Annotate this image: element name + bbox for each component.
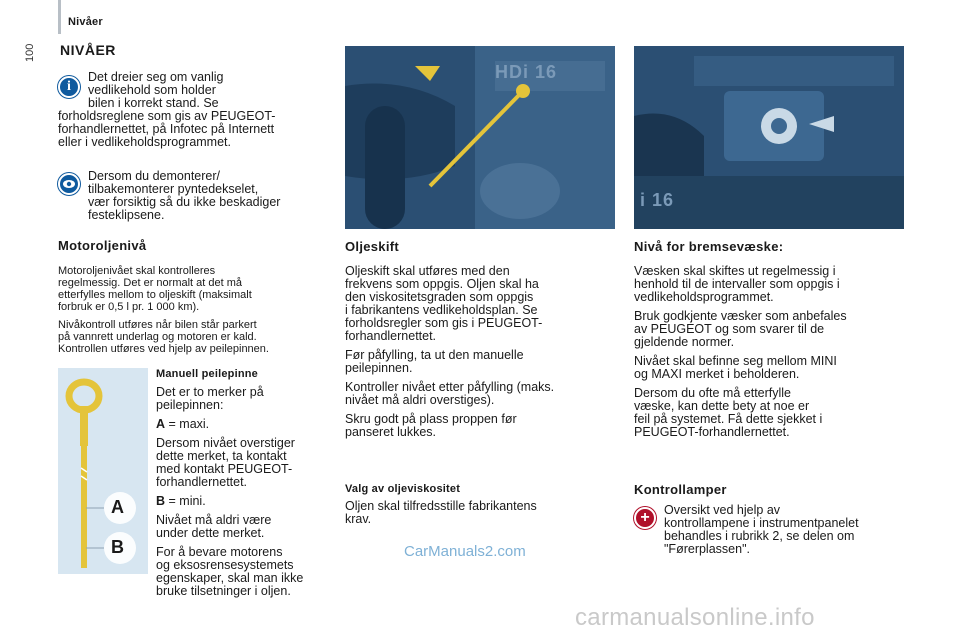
text-line: frekvens som oppgis. Oljen skal ha [345, 277, 539, 291]
warning-lamps-heading: Kontrollamper [634, 482, 727, 497]
main-heading: NIVÅER [60, 42, 116, 58]
eye-text-block [88, 170, 343, 222]
text-line: vedlikehold som holder [88, 83, 216, 97]
text-line: Dersom du demonterer/ [88, 169, 221, 183]
text-line: vedlikeholdsprogrammet. [634, 290, 774, 304]
text-line: forhandlernettet. [156, 475, 248, 489]
text-line: Oljen skal tilfredsstille fabrikantens [345, 499, 537, 513]
text-line: Oversikt ved hjelp av [664, 503, 781, 517]
oil-change-text [345, 265, 615, 439]
text-line: peilepinnen: [156, 398, 224, 412]
text-line: PEUGEOT-forhandlernettet. [634, 425, 790, 439]
engine-photo-oil [345, 46, 615, 229]
watermark-carmanuals2[interactable]: CarManuals2.com [404, 543, 526, 560]
dipstick-graphic [58, 368, 148, 574]
text-line: Skru godt på plass proppen før [345, 412, 517, 426]
text-line: egenskaper, skal man ikke [156, 571, 304, 585]
section-title: Nivåer [68, 16, 103, 28]
oil-change-heading: Oljeskift [345, 239, 399, 254]
text-line: forhandlernettet. [345, 329, 437, 343]
text-line: Nivåkontroll utføres når bilen står parkert [58, 319, 257, 331]
text-line: Dersom nivået overstiger [156, 436, 295, 450]
text-line: Dersom du ofte må etterfylle [634, 386, 792, 400]
text-line: For å bevare motorens [156, 545, 283, 559]
text-line: under dette merket. [156, 526, 265, 540]
mark-a-desc: = maxi. [165, 417, 210, 431]
text-line: Kontroller nivået etter påfylling (maks. [345, 380, 555, 394]
text-line: forholdsreglene som gis av PEUGEOT- [58, 109, 276, 123]
text-line: forholdsregler som gis i PEUGEOT- [345, 316, 543, 330]
text-line: Oljeskift skal utføres med den [345, 264, 510, 278]
text-line: festeklipsene. [88, 208, 165, 222]
text-line: etterfylles mellom to oljeskift (maksimalt [58, 289, 252, 301]
header-divider [58, 0, 61, 34]
text-line: Bruk godkjente væsker som anbefales [634, 309, 847, 323]
text-line: nivået må aldri overstiges). [345, 393, 495, 407]
dipstick-text [156, 368, 336, 598]
dipstick-heading: Manuell peilepinne [156, 368, 259, 380]
mark-b-desc: = mini. [165, 494, 206, 508]
motor-text [58, 265, 338, 355]
text-line: dette merket, ta kontakt [156, 449, 287, 463]
text-line: tilbakemonterer pyntedekselet, [88, 182, 259, 196]
text-line: og eksosrensesystemets [156, 558, 294, 572]
text-line: vær forsiktig så du ikke beskadiger [88, 195, 281, 209]
text-line: krav. [345, 512, 372, 526]
watermark-carmanualsonline[interactable]: carmanualsonline.info [575, 604, 815, 631]
text-line: gjeldende normer. [634, 335, 735, 349]
marker-a-label: A [111, 497, 124, 517]
text-line: med kontakt PEUGEOT- [156, 462, 293, 476]
text-line: peilepinnen. [345, 361, 413, 375]
brake-fluid-text [634, 265, 909, 439]
text-line: Nivået må aldri være [156, 513, 272, 527]
engine-badge-right: i 16 [640, 190, 675, 210]
text-line: den viskositetsgraden som oppgis [345, 290, 534, 304]
text-line: Det er to merker på [156, 385, 264, 399]
mark-b: B [156, 494, 166, 508]
page-number: 100 [24, 43, 36, 62]
dipstick-illustration [58, 368, 148, 574]
text-line: "Førerplassen". [664, 542, 750, 556]
brake-fluid-heading: Nivå for bremsevæske: [634, 239, 784, 254]
text-line: feil på systemet. Få dette sjekket i [634, 412, 823, 426]
text-line: forhandlernettet, på Infotec på Internett [58, 122, 275, 136]
text-line: kontrollampene i instrumentpanelet [664, 516, 859, 530]
text-line: eller i vedlikeholdsprogrammet. [58, 135, 231, 149]
text-line: bruke tilsetninger i oljen. [156, 584, 291, 598]
text-line: regelmessig. Det er normalt at det må [58, 277, 243, 289]
viscosity-heading: Valg av oljeviskositet [345, 483, 461, 495]
text-line: behandles i rubrikk 2, se delen om [664, 529, 855, 543]
viscosity-text [345, 500, 615, 526]
text-line: væske, kan dette bety at noe er [634, 399, 810, 413]
info-icon: i [58, 76, 80, 98]
text-line: Væsken skal skiftes ut regelmessig i [634, 264, 836, 278]
warning-lamps-text [664, 504, 909, 556]
text-line: og MAXI merket i beholderen. [634, 367, 800, 381]
text-line: i fabrikantens vedlikeholdsplan. Se [345, 303, 538, 317]
text-line: Det dreier seg om vanlig [88, 70, 224, 84]
text-line: på vannrett underlag og motoren er kald. [58, 331, 257, 343]
motor-heading: Motoroljenivå [58, 238, 147, 253]
text-line: panseret lukkes. [345, 425, 437, 439]
text-line: av PEUGEOT og som svarer til de [634, 322, 825, 336]
text-line: Motoroljenivået skal kontrolleres [58, 265, 216, 277]
text-line: Før påfylling, ta ut den manuelle [345, 348, 524, 362]
eye-icon [58, 173, 80, 195]
text-line: henhold til de intervaller som oppgis i [634, 277, 840, 291]
text-line: Kontrollen utføres ved hjelp av peilepinnen. [58, 343, 269, 355]
info-text-block-cont [58, 110, 338, 149]
plus-icon: + [634, 507, 656, 529]
text-line: bilen i korrekt stand. Se [88, 96, 219, 110]
marker-b-label: B [111, 537, 124, 557]
engine-badge: HDi 16 [495, 62, 558, 82]
text-line: forbruk er 0,5 l pr. 1 000 km). [58, 301, 200, 313]
engine-photo-brake [634, 46, 904, 229]
info-text-block [88, 71, 338, 110]
text-line: Nivået skal befinne seg mellom MINI [634, 354, 837, 368]
mark-a: A [156, 417, 166, 431]
